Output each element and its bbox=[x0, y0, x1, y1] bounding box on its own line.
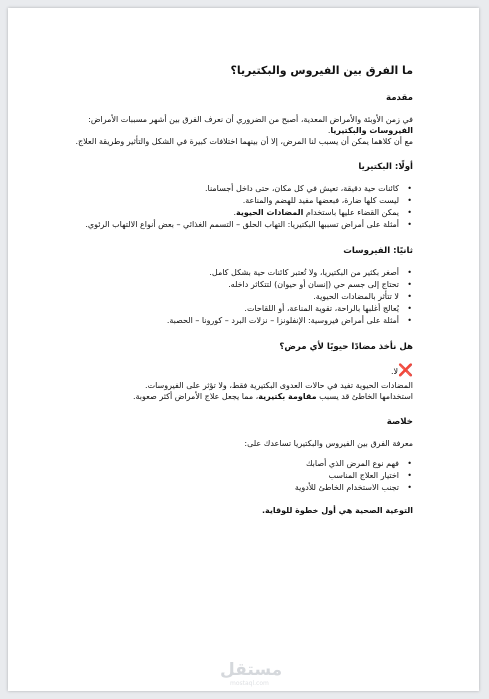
resistance-bold: مقاومة بكتيرية bbox=[258, 392, 317, 401]
intro-line1-bold: الفيروسات والبكتيريا bbox=[330, 126, 413, 135]
list-item: • لا تتأثر بالمضادات الحيوية. bbox=[68, 291, 399, 302]
document-body bbox=[68, 64, 413, 516]
intro-heading: مقدمة bbox=[385, 93, 413, 103]
watermark-logo: مستقل bbox=[220, 660, 283, 680]
list-item: • تجنب الاستخدام الخاطئ للأدوية bbox=[68, 482, 399, 493]
list-item: • ليست كلها ضارة، فبعضها مفيد للهضم والمناعة. bbox=[68, 195, 399, 206]
intro-line2: مع أن كلاهما يمكن أن يسبب لنا المرض، إلا أن بينهما اختلافات كبيرة في الشكل والتأثير وطريقة العلاج. bbox=[75, 137, 413, 146]
bacteria-item3-bold: المضادات الحيوية bbox=[236, 208, 304, 217]
list-item: • فهم نوع المرض الذي أصابك bbox=[68, 458, 399, 469]
list-item: • أمثلة على أمراض فيروسية: الإنفلونزا – نزلات البرد – كورونا – الحصبة. bbox=[68, 315, 399, 326]
antibiotics-line1: المضادات الحيوية تفيد في حالات العدوى البكتيرية فقط، ولا تؤثر على الفيروسات. bbox=[145, 381, 413, 390]
intro-line1: في زمن الأوبئة والأمراض المعدية، أصبح من الضروري أن نعرف الفرق بين أشهر مسببات الأمراض: bbox=[88, 115, 413, 124]
cross-mark-icon: ❌لا. bbox=[390, 363, 413, 377]
list-item: • يمكن القضاء عليها باستخدام المضادات الحيوية. bbox=[68, 207, 399, 218]
conclusion-heading: خلاصة bbox=[386, 417, 413, 427]
list-item: • كائنات حية دقيقة، تعيش في كل مكان، حتى داخل أجسامنا. bbox=[68, 183, 399, 194]
page-title: ما الفرق بين الفيروس والبكتيريا؟ bbox=[230, 64, 413, 77]
list-item: • يُعالج أغلبها بالراحة، تقوية المناعة، أو اللقاحات. bbox=[68, 303, 399, 314]
watermark-url: mostaql.com bbox=[230, 680, 269, 687]
viruses-list bbox=[68, 267, 413, 326]
conclusion-final: التوعية الصحية هي أول خطوة للوقاية. bbox=[261, 506, 413, 515]
list-item: • أمثلة على أمراض تسببها البكتيريا: التهاب الحلق – التسمم الغذائي – بعض أنواع الالتهاب الرئوي. bbox=[68, 219, 399, 230]
bacteria-heading: أولًا: البكتيريا bbox=[358, 162, 413, 172]
bacteria-list bbox=[68, 183, 413, 230]
intro-paragraph: في زمن الأوبئة والأمراض المعدية، أصبح من الضروري أن نعرف الفرق بين أشهر مسببات الأمراض: الفيروسات والبكتيريا. bbox=[88, 115, 413, 135]
document-page bbox=[8, 8, 479, 691]
list-item: • اختيار العلاج المناسب bbox=[68, 470, 399, 481]
antibiotics-heading: هل نأخذ مضادًا حيويًا لأي مرض؟ bbox=[279, 342, 413, 352]
conclusion-lead: معرفة الفرق بين الفيروس والبكتيريا تساعدك على: bbox=[244, 439, 413, 448]
antibiotics-line2: استخدامها الخاطئ قد يسبب مقاومة بكتيرية، مما يجعل علاج الأمراض أكثر صعوبة. bbox=[132, 392, 413, 401]
list-item: • أصغر بكثير من البكتيريا، ولا تُعتبر كائنات حية بشكل كامل. bbox=[68, 267, 399, 278]
conclusion-list bbox=[68, 458, 413, 493]
viruses-heading: ثانيًا: الفيروسات bbox=[343, 246, 413, 256]
list-item: • تحتاج إلى جسم حي (إنسان أو حيوان) لتتكاثر داخله. bbox=[68, 279, 399, 290]
